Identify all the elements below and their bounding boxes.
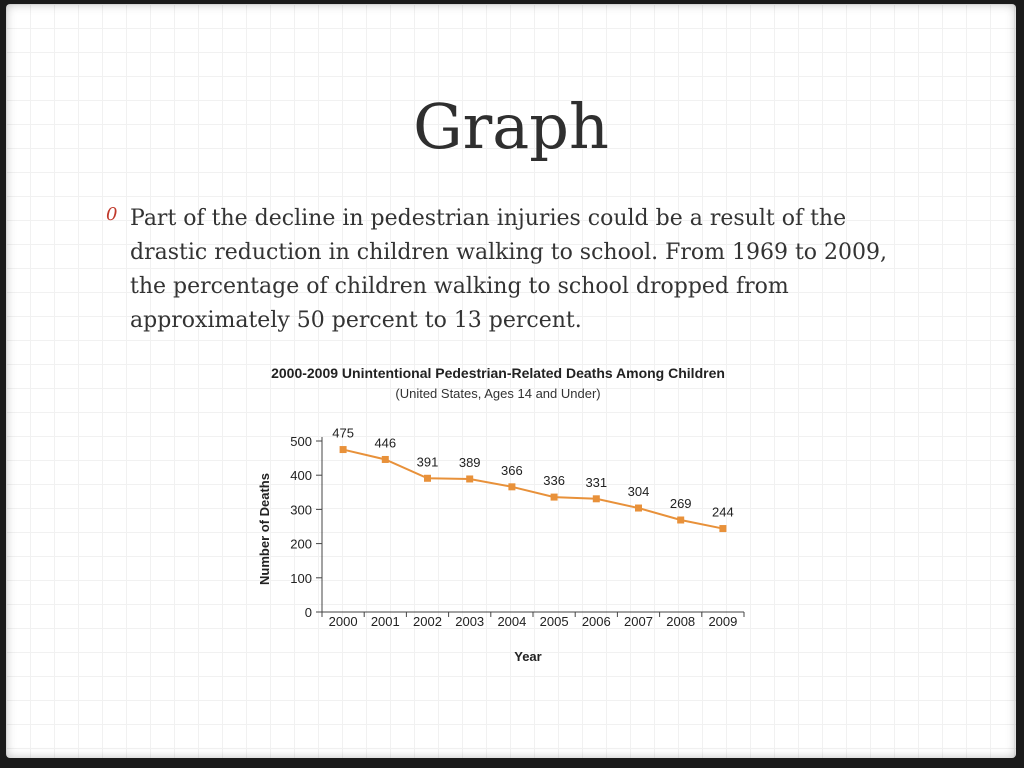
- x-tick-label: 2007: [624, 614, 653, 629]
- data-point-marker: [508, 483, 515, 490]
- series-line: [343, 450, 723, 529]
- x-tick-label: 2008: [666, 614, 696, 629]
- x-tick-label: 2000: [328, 614, 358, 629]
- data-label: 389: [458, 454, 481, 470]
- data-label: 475: [332, 425, 354, 441]
- y-tick-label: 400: [290, 468, 312, 484]
- x-tick-label: 2001: [370, 614, 400, 629]
- line-chart: [232, 358, 764, 674]
- x-tick-label: 2006: [581, 614, 611, 629]
- data-point-marker: [551, 494, 558, 501]
- data-point-marker: [677, 517, 684, 524]
- x-tick-label: 2002: [413, 614, 442, 629]
- data-label: 331: [585, 474, 608, 490]
- data-point-marker: [424, 475, 431, 482]
- chart-svg: [232, 358, 764, 674]
- data-label: 366: [501, 462, 523, 478]
- data-point-marker: [340, 446, 347, 453]
- data-point-marker: [466, 475, 473, 482]
- chart-title: 2000-2009 Unintentional Pedestrian-Related Deaths Among Children: [271, 365, 725, 381]
- y-tick-label: 300: [290, 502, 312, 518]
- data-label: 304: [627, 484, 650, 500]
- y-tick-label: 200: [290, 536, 312, 552]
- y-tick-label: 0: [304, 605, 312, 620]
- data-label: 446: [374, 435, 397, 451]
- data-label: 244: [712, 504, 734, 520]
- series: [340, 446, 727, 532]
- slide: [6, 4, 1016, 758]
- data-label: 269: [669, 496, 692, 512]
- bullet-text: Part of the decline in pedestrian injuries could be a result of the drastic reduction in children walking to school. From 1969 to 2009, the percentage of children walking to school dropped from approximately 50 percent to 13 percent.: [130, 206, 888, 333]
- x-tick-label: 2009: [708, 614, 738, 629]
- data-point-marker: [593, 495, 600, 502]
- x-tick-label: 2003: [455, 614, 485, 629]
- axes: [316, 437, 744, 617]
- bullet-marker: 0: [106, 204, 118, 225]
- x-tick-label: 2005: [539, 614, 569, 629]
- y-axis-label: Number of Deaths: [257, 473, 272, 585]
- data-labels: [332, 426, 734, 520]
- y-tick-label: 500: [290, 434, 312, 449]
- data-point-marker: [382, 456, 389, 463]
- y-tick-label: 100: [290, 570, 312, 586]
- data-label: 391: [416, 454, 439, 470]
- data-label: 336: [543, 473, 565, 489]
- x-tick-label: 2004: [497, 614, 527, 629]
- data-point-marker: [719, 525, 726, 532]
- bullet-item: [106, 202, 926, 338]
- x-axis-label: Year: [514, 649, 542, 664]
- chart-subtitle: (United States, Ages 14 and Under): [395, 386, 601, 401]
- data-point-marker: [635, 505, 642, 512]
- slide-title: Graph: [413, 90, 609, 163]
